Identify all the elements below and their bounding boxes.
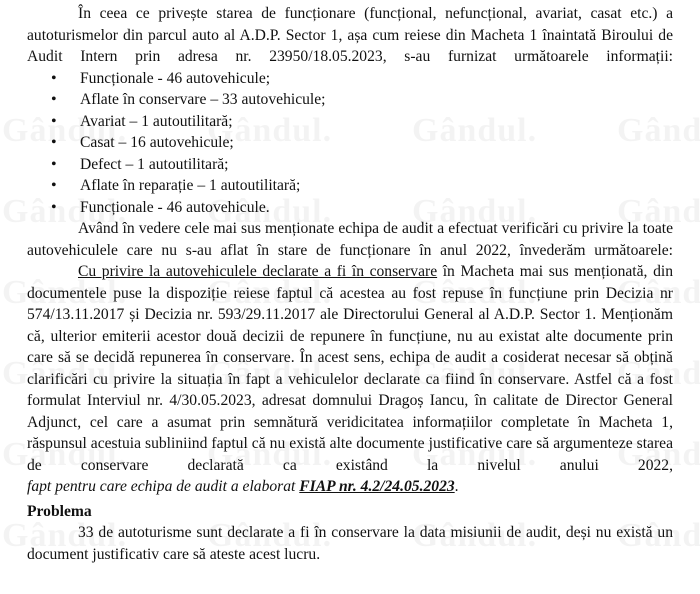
list-item-text: Aflate în reparație – 1 autoutilitară;	[80, 177, 301, 194]
list-item-text: Funcționale - 46 autovehicule;	[80, 69, 271, 87]
verification-line: toate autovehiculele care nu s-au aflat în stare de funcționare în anul 2022, învederăm următoarele:	[27, 220, 673, 259]
list-item	[27, 89, 673, 111]
problem-line: 33 de autoturisme sunt declarate a fi în conservare la data misiunii de audit, deși nu există	[78, 524, 653, 541]
fiap-reference: FIAP nr. 4.2/24.05.2023	[299, 478, 455, 495]
list-item-text: Funcționale - 46 autovehicule.	[80, 198, 270, 216]
verification-line: Având în vedere cele mai sus menționate echipa de audit a efectuat verificări cu privire la	[78, 220, 639, 237]
vehicle-status-list	[27, 68, 673, 219]
fiap-line	[27, 476, 673, 498]
list-item-text: Casat – 16 autovehicule;	[80, 134, 234, 151]
list-item	[27, 68, 673, 90]
list-item-text: Avariat – 1 autoutilitară;	[80, 112, 233, 130]
fiap-period: .	[454, 478, 459, 495]
conservation-subtitle: Cu privire la autovehiculele declarate a fi în conservare	[78, 263, 438, 280]
intro-line: autoturismelor din parcul auto al A.D.P. Sector 1, așa cum reiese din Macheta 1 înaintată Biroului	[27, 26, 654, 44]
conservation-line: în Macheta mai sus menționată,	[437, 263, 648, 280]
bullet-icon: •	[51, 198, 57, 216]
conservation-line: din documentele puse la dispoziție reiese faptul că acestea au fost repuse în funcțiune prin Decizia	[27, 263, 673, 302]
conservation-line: conservare. Astfel că a fost formulat Interviul nr. 4/30.05.2023, adresat domnului Dragoș Iancu,	[27, 370, 673, 409]
bullet-icon: •	[51, 155, 57, 173]
bullet-icon: •	[51, 134, 57, 151]
problem-heading: Problema	[27, 502, 92, 520]
bullet-icon: •	[51, 69, 57, 87]
problem-paragraph	[27, 522, 673, 565]
list-item	[27, 132, 673, 154]
verification-paragraph	[27, 218, 673, 261]
bullet-icon: •	[51, 112, 57, 130]
intro-line: de Audit Intern prin adresa nr. 23950/18.05.2023, s-au furnizat următoarele informații:	[27, 26, 673, 65]
problem-line: un document justificativ care să ateste acest lucru.	[27, 524, 673, 563]
intro-line: În ceea ce privește starea de funcționare (funcțional, nefuncțional, avariat, casat etc.) a	[78, 5, 673, 22]
list-item	[27, 111, 673, 133]
conservation-paragraph	[27, 261, 673, 476]
conservation-line: în calitate de Director General Adjunct, cel care a asumat prin semnătură veridicitatea informațiilor	[27, 392, 673, 431]
list-item-text: Aflate în conservare – 33 autovehicule;	[80, 91, 326, 108]
bullet-icon: •	[51, 91, 57, 108]
conservation-line: documente prin care să se decidă repunerea în conservare. În acest sens, echipa de audit a cosiderat	[27, 327, 673, 366]
intro-paragraph	[27, 3, 673, 68]
conservation-line: necesar să obțină clarificări cu privire la situația în fapt a vehiculelor declarate ca fiind în	[27, 349, 673, 388]
fiap-intro: fapt pentru care echipa de audit a elaborat	[27, 478, 300, 495]
list-item	[27, 154, 673, 176]
conservation-line: Menționăm că, ulterior emiterii acestor două decizii de repunere în funcțiune, nu au existat alte	[27, 306, 673, 345]
bullet-icon: •	[51, 177, 57, 194]
conservation-line: nr 574/13.11.2017 și Decizia nr. 593/29.11.2017 ale Directorului General al A.D.P. Sector 1.	[27, 284, 673, 323]
conservation-line: completate în Macheta 1, răspunsul acestuia subliniind faptul că nu există alte documente	[27, 413, 673, 452]
list-item	[27, 197, 673, 219]
document-body	[27, 3, 673, 565]
list-item	[27, 175, 673, 197]
conservation-line: justificative care să argumenteze starea de conservare declarată ca existând la nivelul anului 2022,	[27, 435, 673, 474]
list-item-text: Defect – 1 autoutilitară;	[80, 155, 229, 173]
